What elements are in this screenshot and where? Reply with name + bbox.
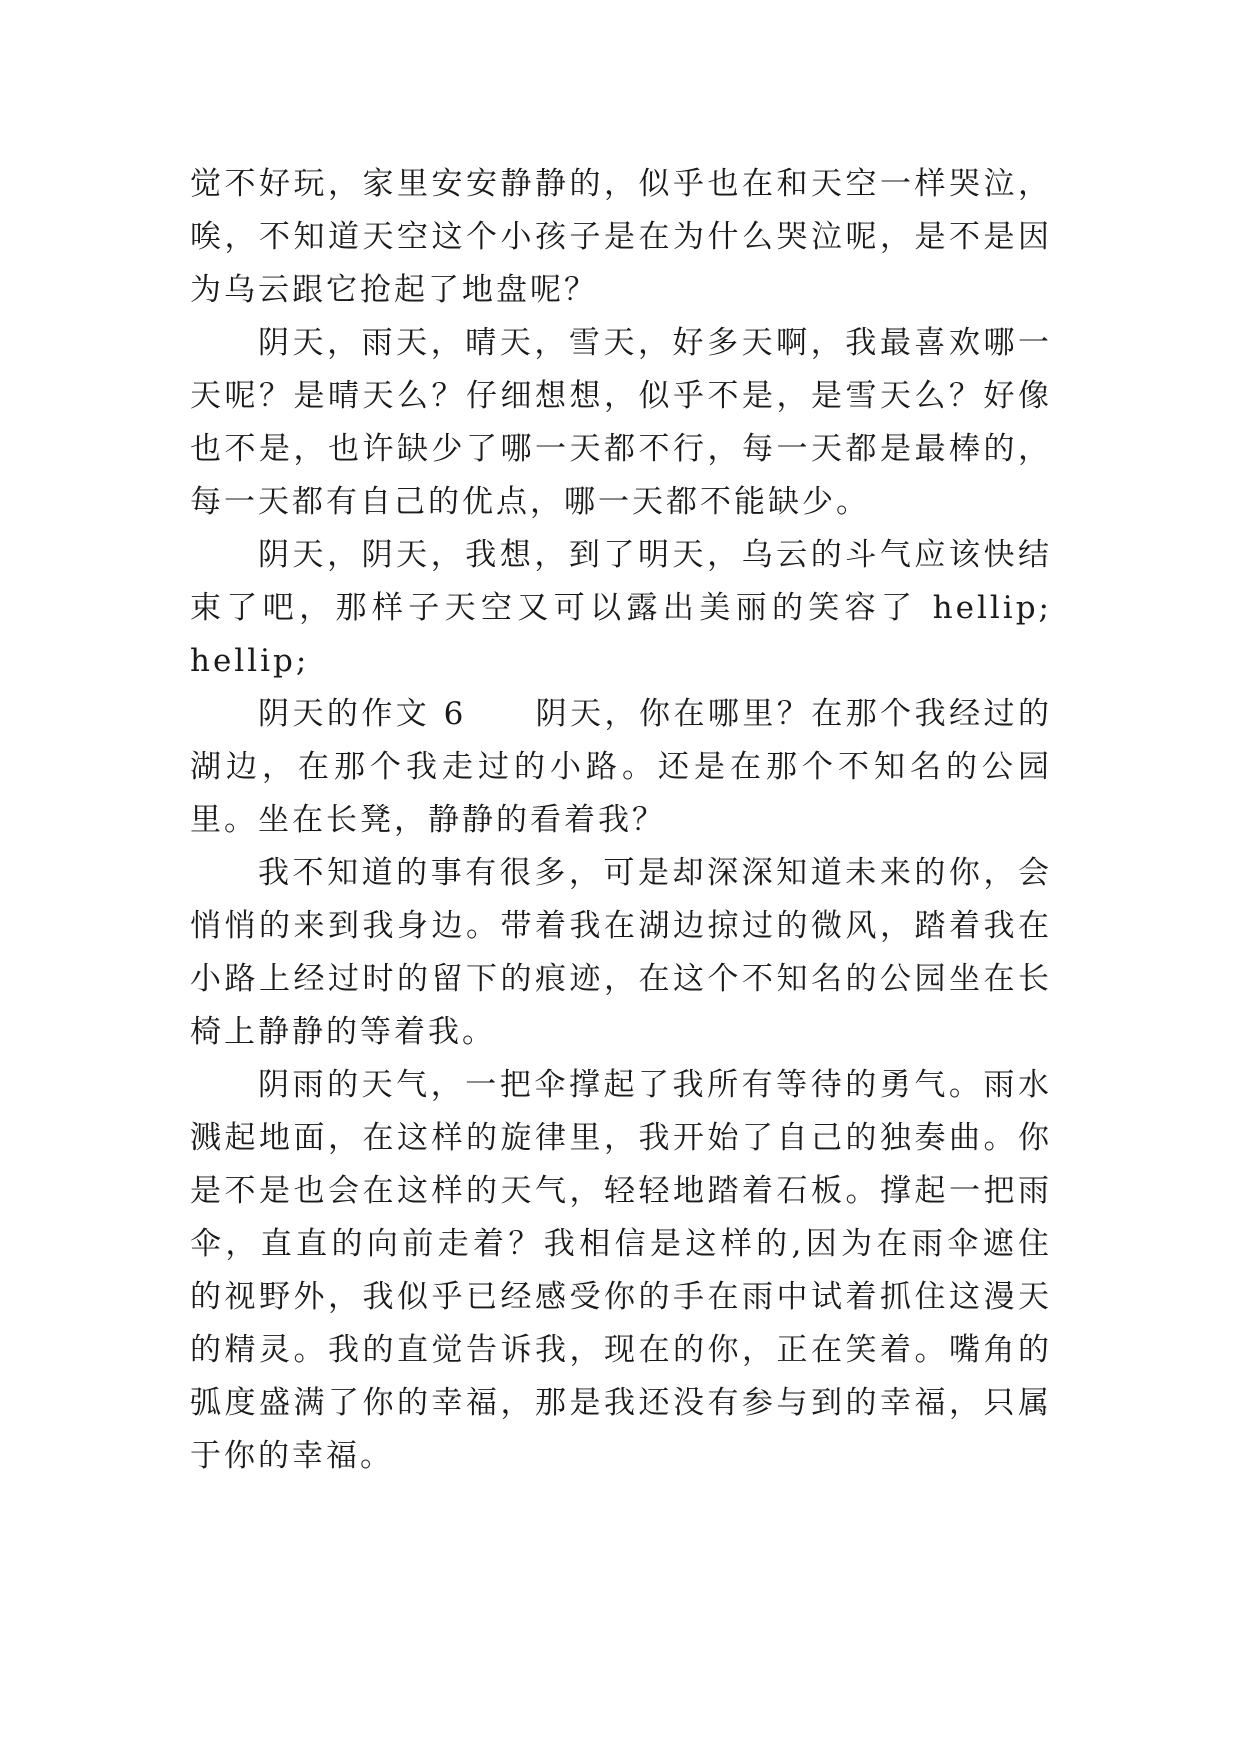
document-page [190,158,1052,1483]
paragraph-5: 我不知道的事有很多，可是却深深知道未来的你，会悄悄的来到我身边。带着我在湖边掠过的微风，踏着我在小路上经过时的留下的痕迹，在这个不知名的公园坐在长椅上静静的等着我。 [190,855,1052,1050]
paragraph-4: 阴天的作文 6 阴天，你在哪里？在那个我经过的湖边，在那个我走过的小路。还是在那个不知名的公园里。坐在长凳，静静的看着我？ [190,696,1052,838]
paragraph-6: 阴雨的天气，一把伞撑起了我所有等待的勇气。雨水溅起地面，在这样的旋律里，我开始了自己的独奏曲。你是不是也会在这样的天气，轻轻地踏着石板。撑起一把雨伞，直直的向前走着？我相信是这样的,因为在雨伞遮住的视野外，我似乎已经感受你的手在雨中试着抓住这漫天的精灵。我的直觉告诉我，现在的你，正在笑着。嘴角的弧度盛满了你的幸福，那是我还没有参与到的幸福，只属于你的幸福。 [190,1067,1052,1474]
paragraph-3: 阴天，阴天，我想，到了明天，乌云的斗气应该快结束了吧，那样子天空又可以露出美丽的笑容了 hellip; hellip; [190,537,1052,679]
paragraph-1: 觉不好玩，家里安安静静的，似乎也在和天空一样哭泣，唉，不知道天空这个小孩子是在为什么哭泣呢，是不是因为乌云跟它抢起了地盘呢？ [190,166,1052,308]
paragraph-2: 阴天，雨天，晴天，雪天，好多天啊，我最喜欢哪一天呢？是晴天么？仔细想想，似乎不是，是雪天么？好像也不是，也许缺少了哪一天都不行，每一天都是最棒的，每一天都有自己的优点，哪一天都不能缺少。 [190,325,1052,520]
